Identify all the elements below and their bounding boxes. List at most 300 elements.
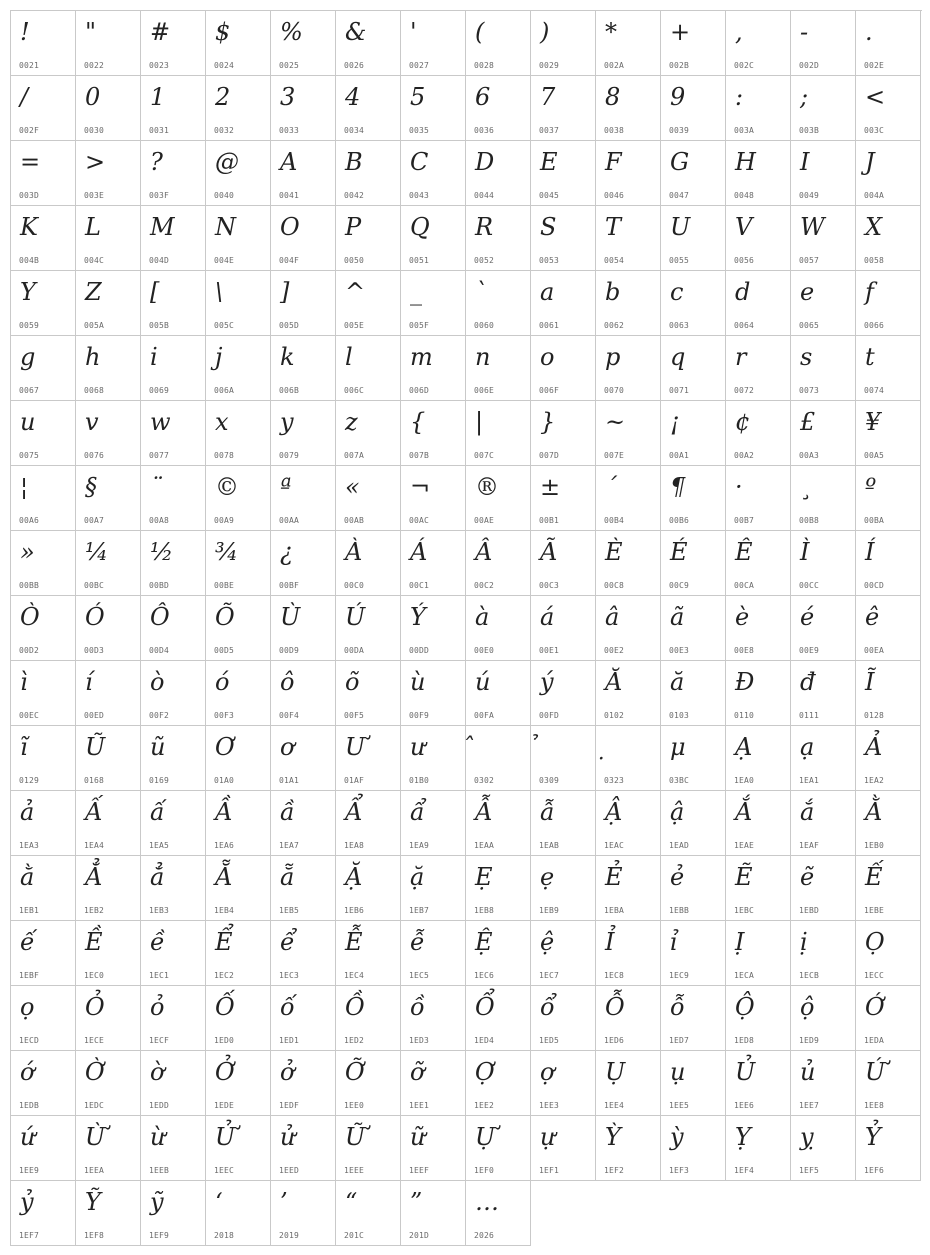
glyph-char: ầ [280, 798, 295, 826]
glyph-char: X [865, 213, 883, 241]
glyph-cell [206, 856, 271, 921]
glyph-cell [271, 466, 336, 531]
glyph-codepoint: 1EA0 [734, 776, 755, 785]
glyph-cell [336, 76, 401, 141]
glyph-codepoint: 1EE3 [539, 1101, 560, 1110]
glyph-cell [11, 1181, 76, 1246]
glyph-char: ù [410, 668, 426, 696]
glyph-codepoint: 002D [799, 61, 820, 70]
glyph-cell [76, 206, 141, 271]
glyph-cell [76, 986, 141, 1051]
glyph-char: v [85, 408, 99, 436]
glyph-char: > [85, 148, 106, 176]
glyph-codepoint: 00E2 [604, 646, 625, 655]
glyph-cell [11, 986, 76, 1051]
glyph-cell [206, 11, 271, 76]
glyph-cell [11, 206, 76, 271]
glyph-codepoint: 01A0 [214, 776, 235, 785]
glyph-char: ề [150, 928, 165, 956]
glyph-cell [531, 1051, 596, 1116]
glyph-cell [466, 726, 531, 791]
glyph-cell [531, 206, 596, 271]
glyph-cell [531, 1116, 596, 1181]
glyph-char: ¬ [410, 473, 431, 501]
glyph-cell [791, 141, 856, 206]
glyph-cell [726, 206, 791, 271]
glyph-codepoint: 1EDB [19, 1101, 40, 1110]
glyph-cell [76, 661, 141, 726]
glyph-codepoint: 007B [409, 451, 430, 460]
glyph-cell [726, 986, 791, 1051]
glyph-codepoint: 00F4 [279, 711, 300, 720]
glyph-char: / [20, 83, 29, 111]
glyph-cell [11, 531, 76, 596]
glyph-char: M [150, 213, 175, 241]
glyph-codepoint: 0067 [19, 386, 40, 395]
glyph-codepoint: 0038 [604, 126, 625, 135]
glyph-codepoint: 1ED0 [214, 1036, 235, 1045]
glyph-codepoint: 002F [19, 126, 40, 135]
glyph-cell [791, 856, 856, 921]
glyph-char: ở [280, 1058, 295, 1086]
glyph-cell [336, 466, 401, 531]
glyph-char: ố [280, 993, 295, 1021]
glyph-codepoint: 0060 [474, 321, 495, 330]
glyph-char: U [670, 213, 691, 241]
glyph-codepoint: 0169 [149, 776, 170, 785]
glyph-codepoint: 00A9 [214, 516, 235, 525]
glyph-cell [726, 141, 791, 206]
glyph-codepoint: 1EC1 [149, 971, 170, 980]
glyph-char: t [865, 343, 875, 371]
glyph-char: ễ [410, 928, 425, 956]
glyph-char: R [475, 213, 494, 241]
glyph-char: ă [670, 668, 685, 696]
glyph-char: m [410, 343, 433, 371]
glyph-char: Ứ [865, 1058, 886, 1086]
glyph-codepoint: 00B7 [734, 516, 755, 525]
glyph-char: ã [670, 603, 685, 631]
glyph-char: Ả [865, 733, 883, 761]
glyph-codepoint: 0058 [864, 256, 885, 265]
glyph-codepoint: 01B0 [409, 776, 430, 785]
glyph-codepoint: 005F [409, 321, 430, 330]
glyph-cell [141, 336, 206, 401]
glyph-cell [206, 336, 271, 401]
glyph-cell [271, 401, 336, 466]
glyph-cell [11, 791, 76, 856]
glyph-codepoint: 0049 [799, 191, 820, 200]
glyph-char: ừ [150, 1123, 166, 1151]
glyph-char: ì [20, 668, 28, 696]
glyph-char: Ù [280, 603, 301, 631]
glyph-char: n [475, 343, 491, 371]
glyph-cell [531, 791, 596, 856]
glyph-codepoint: 00C8 [604, 581, 625, 590]
glyph-char: ằ [20, 863, 35, 891]
glyph-codepoint: 1EB5 [279, 906, 300, 915]
glyph-codepoint: 00CD [864, 581, 885, 590]
glyph-codepoint: 00C3 [539, 581, 560, 590]
glyph-char: ´ [605, 473, 617, 501]
glyph-char: £ [800, 408, 816, 436]
glyph-char: Ư [345, 733, 366, 761]
glyph-char: é [800, 603, 815, 631]
glyph-cell [531, 11, 596, 76]
glyph-codepoint: 0045 [539, 191, 560, 200]
glyph-codepoint: 1EC0 [84, 971, 105, 980]
glyph-codepoint: 1EAE [734, 841, 755, 850]
glyph-char: ồ [410, 993, 425, 1021]
glyph-codepoint: 006F [539, 386, 560, 395]
glyph-codepoint: 1EE7 [799, 1101, 820, 1110]
glyph-cell [791, 401, 856, 466]
glyph-cell [856, 921, 921, 986]
glyph-cell [141, 141, 206, 206]
glyph-cell [596, 596, 661, 661]
glyph-char: Ệ [475, 928, 493, 956]
glyph-char: Ẻ [605, 863, 623, 891]
glyph-char: Ĩ [865, 668, 875, 696]
glyph-cell [11, 401, 76, 466]
glyph-codepoint: 00F5 [344, 711, 365, 720]
glyph-char: j [215, 343, 223, 371]
glyph-codepoint: 00B6 [669, 516, 690, 525]
glyph-cell [466, 661, 531, 726]
glyph-codepoint: 1EED [279, 1166, 300, 1175]
glyph-char: K [20, 213, 38, 241]
glyph-cell [206, 596, 271, 661]
glyph-char: 3 [280, 83, 296, 111]
glyph-codepoint: 004F [279, 256, 300, 265]
glyph-codepoint: 0048 [734, 191, 755, 200]
glyph-cell [336, 986, 401, 1051]
glyph-char: Ê [735, 538, 753, 566]
glyph-char: 6 [475, 83, 491, 111]
glyph-cell [271, 791, 336, 856]
glyph-char: ” [410, 1188, 423, 1216]
glyph-codepoint: 0056 [734, 256, 755, 265]
glyph-char: Ề [85, 928, 103, 956]
glyph-codepoint: 002E [864, 61, 885, 70]
glyph-char: è [735, 603, 750, 631]
glyph-cell [141, 661, 206, 726]
glyph-cell [726, 401, 791, 466]
glyph-char: ~ [605, 408, 626, 436]
glyph-cell [726, 726, 791, 791]
glyph-char: Ấ [85, 798, 103, 826]
glyph-char: Ỗ [605, 993, 625, 1021]
glyph-char: õ [345, 668, 360, 696]
glyph-char: Ă [605, 668, 623, 696]
glyph-cell [726, 921, 791, 986]
glyph-codepoint: 00C2 [474, 581, 495, 590]
glyph-codepoint: 00BC [84, 581, 105, 590]
glyph-cell [856, 401, 921, 466]
glyph-char: i [150, 343, 158, 371]
glyph-cell [76, 271, 141, 336]
glyph-codepoint: 003E [84, 191, 105, 200]
glyph-cell [791, 11, 856, 76]
glyph-codepoint: 006B [279, 386, 300, 395]
glyph-codepoint: 0168 [84, 776, 105, 785]
glyph-char: » [20, 538, 35, 566]
glyph-char: Ẹ [475, 863, 493, 891]
glyph-codepoint: 00D5 [214, 646, 235, 655]
glyph-char: ặ [410, 863, 425, 891]
glyph-char: , [735, 18, 743, 46]
glyph-char: \ [215, 278, 224, 306]
glyph-codepoint: 0078 [214, 451, 235, 460]
glyph-char: Ỏ [85, 993, 105, 1021]
glyph-char: ’ [280, 1188, 288, 1216]
glyph-char: W [800, 213, 825, 241]
glyph-cell [141, 1116, 206, 1181]
glyph-char: - [800, 18, 809, 46]
glyph-char: Ầ [215, 798, 233, 826]
glyph-codepoint: 1EF5 [799, 1166, 820, 1175]
glyph-codepoint: 1EF7 [19, 1231, 40, 1240]
glyph-codepoint: 1EA9 [409, 841, 430, 850]
glyph-char: Ỹ [85, 1188, 101, 1216]
glyph-codepoint: 1ED3 [409, 1036, 430, 1045]
glyph-codepoint: 1ED7 [669, 1036, 690, 1045]
glyph-codepoint: 2019 [279, 1231, 300, 1240]
glyph-cell [76, 11, 141, 76]
glyph-codepoint: 1ECB [799, 971, 820, 980]
glyph-codepoint: 1EB2 [84, 906, 105, 915]
glyph-codepoint: 1ECA [734, 971, 755, 980]
glyph-cell [466, 401, 531, 466]
glyph-char: e [800, 278, 815, 306]
glyph-cell [141, 726, 206, 791]
glyph-codepoint: 1EA1 [799, 776, 820, 785]
glyph-char: È [605, 538, 623, 566]
glyph-char: u [20, 408, 36, 436]
glyph-cell [11, 661, 76, 726]
glyph-cell [466, 1051, 531, 1116]
glyph-cell [336, 856, 401, 921]
glyph-codepoint: 0046 [604, 191, 625, 200]
glyph-codepoint: 00AE [474, 516, 495, 525]
glyph-cell [466, 466, 531, 531]
glyph-char: ¾ [215, 538, 239, 566]
glyph-char: Ợ [475, 1058, 495, 1086]
glyph-char: ả [20, 798, 35, 826]
glyph-cell [726, 336, 791, 401]
glyph-cell [596, 986, 661, 1051]
glyph-cell [76, 921, 141, 986]
glyph-codepoint: 006C [344, 386, 365, 395]
glyph-codepoint: 0026 [344, 61, 365, 70]
glyph-codepoint: 00CA [734, 581, 755, 590]
glyph-codepoint: 0023 [149, 61, 170, 70]
glyph-char: p [605, 343, 621, 371]
glyph-codepoint: 0043 [409, 191, 430, 200]
glyph-char: ú [475, 668, 491, 696]
glyph-codepoint: 00FA [474, 711, 495, 720]
glyph-codepoint: 00F2 [149, 711, 170, 720]
glyph-cell [141, 1051, 206, 1116]
glyph-cell [596, 1116, 661, 1181]
glyph-char: # [150, 18, 171, 46]
glyph-codepoint: 1EF4 [734, 1166, 755, 1175]
glyph-codepoint: 004B [19, 256, 40, 265]
glyph-cell [76, 856, 141, 921]
glyph-char: ơ [280, 733, 295, 761]
glyph-char: đ [800, 668, 816, 696]
glyph-char: Đ [735, 668, 755, 696]
glyph-char: c [670, 278, 684, 306]
glyph-codepoint: 1EBC [734, 906, 755, 915]
glyph-cell [661, 531, 726, 596]
glyph-char: 1 [150, 83, 166, 111]
glyph-codepoint: 00E3 [669, 646, 690, 655]
glyph-codepoint: 1ECE [84, 1036, 105, 1045]
glyph-codepoint: 1EA3 [19, 841, 40, 850]
glyph-char: É [670, 538, 688, 566]
glyph-cell [596, 271, 661, 336]
glyph-char: Õ [215, 603, 235, 631]
glyph-codepoint: 1EA4 [84, 841, 105, 850]
glyph-char: ị [800, 928, 808, 956]
glyph-cell [856, 531, 921, 596]
glyph-codepoint: 005B [149, 321, 170, 330]
glyph-cell [661, 141, 726, 206]
glyph-cell [401, 791, 466, 856]
glyph-char: Ì [800, 538, 810, 566]
glyph-codepoint: 201C [344, 1231, 365, 1240]
glyph-codepoint: 0021 [19, 61, 40, 70]
glyph-char: a [540, 278, 555, 306]
glyph-codepoint: 00DD [409, 646, 430, 655]
glyph-char: Ặ [345, 863, 363, 891]
glyph-codepoint: 0057 [799, 256, 820, 265]
glyph-char: ¢ [735, 408, 751, 436]
glyph-cell [11, 726, 76, 791]
glyph-cell [531, 141, 596, 206]
glyph-cell [726, 596, 791, 661]
glyph-char: Ô [150, 603, 170, 631]
glyph-char: Ộ [735, 993, 755, 1021]
glyph-codepoint: 1EC6 [474, 971, 495, 980]
glyph-cell [76, 466, 141, 531]
glyph-char: à [475, 603, 490, 631]
glyph-char: â [605, 603, 620, 631]
glyph-cell [531, 726, 596, 791]
glyph-char: . [865, 18, 873, 46]
glyph-cell [466, 206, 531, 271]
glyph-cell [856, 596, 921, 661]
glyph-codepoint: 00D2 [19, 646, 40, 655]
glyph-codepoint: 0035 [409, 126, 430, 135]
glyph-codepoint: 00BD [149, 581, 170, 590]
glyph-cell [596, 856, 661, 921]
glyph-char: Ã [540, 538, 558, 566]
glyph-char: ớ [20, 1058, 35, 1086]
glyph-char: ± [540, 473, 561, 501]
glyph-char: ; [800, 83, 809, 111]
glyph-char: ¥ [865, 408, 881, 436]
glyph-cell [661, 1051, 726, 1116]
glyph-cell [466, 76, 531, 141]
glyph-cell [726, 531, 791, 596]
glyph-cell [466, 271, 531, 336]
glyph-codepoint: 0022 [84, 61, 105, 70]
glyph-cell [76, 401, 141, 466]
glyph-cell [856, 141, 921, 206]
glyph-cell [271, 76, 336, 141]
glyph-char: ĩ [20, 733, 28, 761]
glyph-codepoint: 00A6 [19, 516, 40, 525]
glyph-cell [11, 76, 76, 141]
glyph-codepoint: 1ECD [19, 1036, 40, 1045]
glyph-codepoint: 00E0 [474, 646, 495, 655]
glyph-cell [596, 726, 661, 791]
glyph-cell [661, 271, 726, 336]
glyph-cell [206, 76, 271, 141]
glyph-char: ữ [410, 1123, 426, 1151]
glyph-char: J [865, 148, 875, 176]
glyph-cell [401, 206, 466, 271]
glyph-codepoint: 00A1 [669, 451, 690, 460]
glyph-char: G [670, 148, 690, 176]
glyph-cell [531, 466, 596, 531]
glyph-char: l [345, 343, 353, 371]
glyph-codepoint: 1EEB [149, 1166, 170, 1175]
glyph-cell [401, 986, 466, 1051]
glyph-cell [856, 11, 921, 76]
glyph-cell [401, 1181, 466, 1246]
glyph-codepoint: 0111 [799, 711, 820, 720]
glyph-char: ‘ [215, 1188, 223, 1216]
glyph-cell [726, 11, 791, 76]
glyph-codepoint: 00A8 [149, 516, 170, 525]
glyph-codepoint: 0069 [149, 386, 170, 395]
glyph-char: ? [150, 148, 163, 176]
glyph-cell [271, 271, 336, 336]
glyph-codepoint: 01AF [344, 776, 365, 785]
glyph-cell [856, 661, 921, 726]
glyph-codepoint: 00F3 [214, 711, 235, 720]
glyph-codepoint: 1EDC [84, 1101, 105, 1110]
glyph-codepoint: 1EBB [669, 906, 690, 915]
glyph-codepoint: 00FD [539, 711, 560, 720]
glyph-codepoint: 0074 [864, 386, 885, 395]
glyph-char: D [475, 148, 495, 176]
glyph-cell [856, 206, 921, 271]
glyph-char: 4 [345, 83, 361, 111]
glyph-cell [336, 661, 401, 726]
glyph-codepoint: 00E1 [539, 646, 560, 655]
glyph-char: h [85, 343, 101, 371]
glyph-char: ẫ [540, 798, 555, 826]
glyph-cell [401, 76, 466, 141]
glyph-cell [661, 596, 726, 661]
glyph-codepoint: 0054 [604, 256, 625, 265]
glyph-codepoint: 00BE [214, 581, 235, 590]
glyph-char: Ở [215, 1058, 235, 1086]
glyph-char: Ự [475, 1123, 496, 1151]
glyph-char: ỏ [150, 993, 165, 1021]
glyph-char: Ý [410, 603, 426, 631]
glyph-char: g [20, 343, 36, 371]
glyph-char: Â [475, 538, 493, 566]
glyph-char: Ẳ [85, 863, 103, 891]
glyph-char: º [865, 473, 877, 501]
glyph-char: Ế [865, 863, 883, 891]
glyph-codepoint: 0037 [539, 126, 560, 135]
